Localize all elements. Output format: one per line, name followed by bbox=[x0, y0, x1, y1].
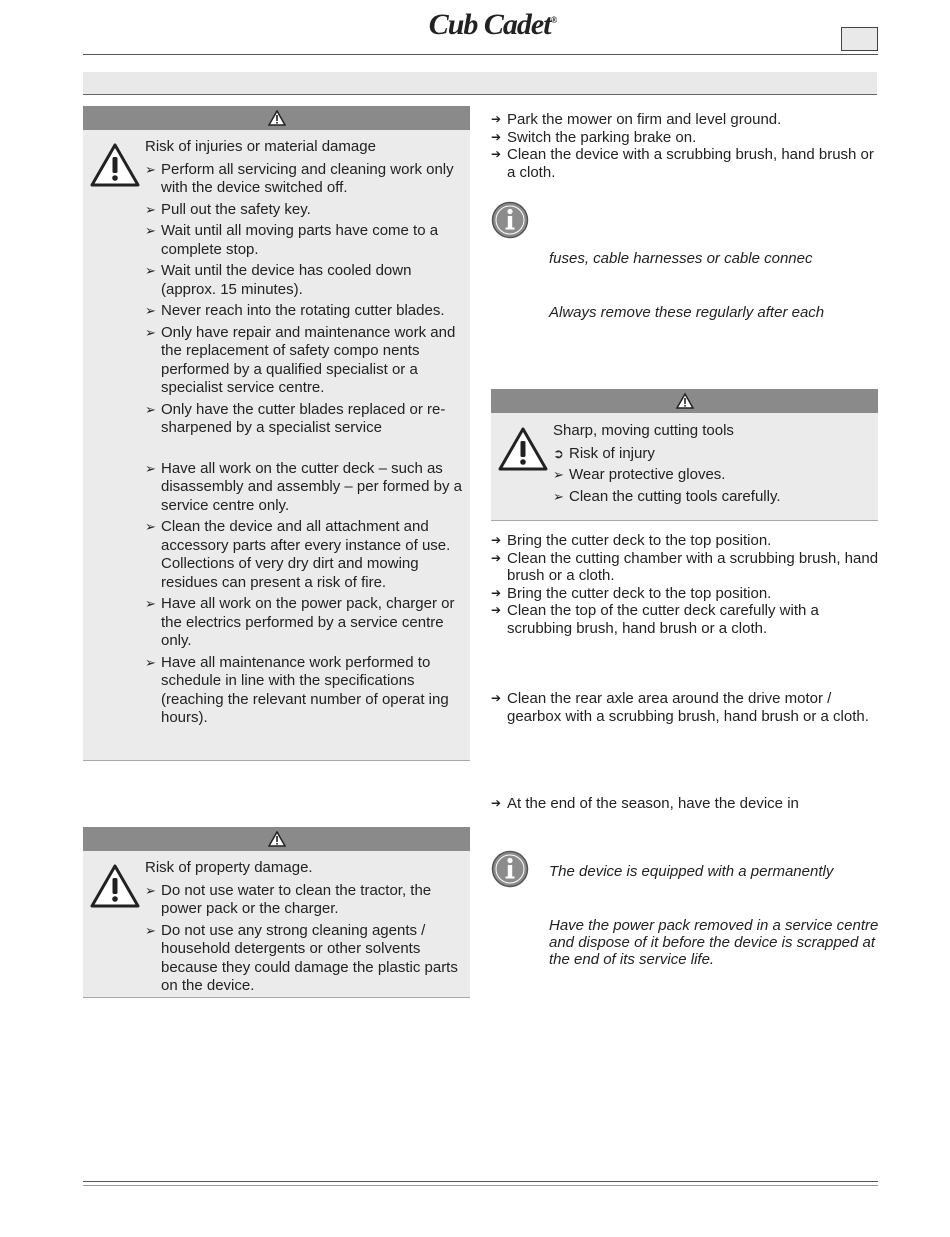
step-item: ➔ Bring the cutter deck to the top position. bbox=[491, 584, 772, 602]
chevron-bullet-icon: ➢ bbox=[145, 324, 156, 340]
arrow-right-icon: ➔ bbox=[491, 603, 502, 617]
chevron-bullet-icon: ➢ bbox=[145, 223, 156, 238]
footer-rule bbox=[83, 1181, 878, 1182]
warning-triangle-icon bbox=[676, 393, 694, 409]
warning-box-property bbox=[83, 827, 470, 998]
list-item: ➢ Clean the cutting tools carefully. bbox=[553, 487, 781, 505]
chevron-bullet-icon: ➢ bbox=[553, 488, 564, 504]
info-icon bbox=[491, 201, 529, 239]
warning-triangle-icon bbox=[268, 831, 286, 847]
steps-season-end bbox=[491, 795, 879, 813]
list-item: ➢ Clean the device and all attachment and accessory parts after every instance of use. Collections of very dry dirt and mowing residues can present a risk of fire. bbox=[145, 518, 451, 591]
step-item: ➔ Bring the cutter deck to the top position. bbox=[491, 532, 772, 549]
list-item: ➢ Wear protective gloves. bbox=[553, 466, 726, 483]
list-item: ➢ Pull out the safety key. bbox=[145, 200, 311, 218]
page-number-box bbox=[841, 27, 878, 51]
section-heading-band bbox=[83, 72, 877, 95]
chevron-bullet-icon: ➢ bbox=[145, 161, 156, 177]
steps-rear-axle bbox=[491, 690, 879, 725]
chevron-bullet-icon: ➢ bbox=[145, 654, 156, 670]
step-item: ➔ Clean the rear axle area around the drive motor / gearbox with a scrubbing brush, hand brush or a cloth. bbox=[491, 690, 869, 725]
warning-triangle-icon bbox=[268, 110, 286, 126]
info-icon bbox=[491, 850, 529, 888]
arrow-right-icon: ➔ bbox=[491, 533, 502, 547]
list-item: ➢ Wait until all moving parts have come to a complete stop. bbox=[145, 222, 439, 258]
list-item: ➢ Have all work on the cutter deck – such as disassembly and assembly – per formed by a service centre only. bbox=[145, 459, 462, 514]
step-item: ➔ Park the mower on firm and level ground. bbox=[491, 111, 782, 128]
chevron-bullet-icon: ➢ bbox=[145, 460, 156, 476]
spacer bbox=[145, 441, 464, 457]
list-item: ➢ Only have repair and maintenance work and the replacement of safety compo nents performed by a qualified specialist or a specialist service centre. bbox=[145, 323, 456, 396]
info-note-line: Always remove these regularly after each bbox=[549, 304, 825, 321]
chevron-bullet-icon: ➢ bbox=[145, 401, 156, 417]
list-item: ➢ Do not use water to clean the tractor, the power pack or the charger. bbox=[145, 881, 432, 917]
list-item: ➢ Wait until the device has cooled down (approx. 15 minutes). bbox=[145, 262, 412, 298]
warning-lead: Risk of property damage. bbox=[145, 859, 313, 876]
step-item: ➔ Clean the device with a scrubbing brush, hand brush or a cloth. bbox=[491, 146, 874, 181]
chevron-bullet-icon: ➢ bbox=[145, 303, 156, 318]
steps-preparation bbox=[491, 111, 879, 181]
list-item: ➢ Have all work on the power pack, charger or the electrics performed by a service centre only. bbox=[145, 595, 455, 649]
warning-content bbox=[145, 859, 464, 999]
footer-rule bbox=[83, 1185, 878, 1186]
step-item: ➔ Switch the parking brake on. bbox=[491, 128, 697, 146]
info-note-line: The device is equipped with a permanently bbox=[549, 863, 834, 880]
warning-triangle-icon bbox=[497, 426, 549, 472]
chevron-bullet-icon: ➢ bbox=[553, 467, 564, 482]
list-item: ➢ Have all maintenance work performed to schedule in line with the specifications (reaching the relevant number of operat ing hours). bbox=[145, 653, 449, 726]
brand-logo: Cub Cadet® bbox=[428, 8, 557, 41]
warning-box-injury bbox=[83, 106, 470, 761]
arrow-right-icon: ➔ bbox=[491, 796, 502, 810]
arrow-right-icon: ➔ bbox=[491, 585, 502, 600]
warning-content bbox=[145, 138, 464, 731]
info-note-paragraph: Have the power pack removed in a service centre and dispose of it before the device is scrapped at the end of its service life. bbox=[549, 917, 879, 968]
arrow-right-icon: ➔ bbox=[491, 691, 502, 705]
step-item: ➔ At the end of the season, have the device in bbox=[491, 795, 799, 812]
consequence-arrow-icon: ➲ bbox=[553, 445, 564, 461]
warning-content bbox=[553, 422, 872, 509]
chevron-bullet-icon: ➢ bbox=[145, 519, 156, 534]
arrow-right-icon: ➔ bbox=[491, 112, 502, 126]
list-item: ➢ Only have the cutter blades replaced or re-sharpened by a specialist service bbox=[145, 400, 446, 436]
arrow-right-icon: ➔ bbox=[491, 129, 502, 144]
chevron-bullet-icon: ➢ bbox=[145, 263, 156, 278]
list-item: ➲ Risk of injury bbox=[553, 444, 655, 462]
info-note-line: fuses, cable harnesses or cable connec bbox=[549, 250, 813, 267]
warning-triangle-icon bbox=[89, 863, 141, 909]
arrow-right-icon: ➔ bbox=[491, 147, 502, 161]
warning-bar bbox=[83, 827, 470, 851]
warning-lead: Risk of injuries or material damage bbox=[145, 138, 376, 155]
arrow-right-icon: ➔ bbox=[491, 550, 502, 565]
chevron-bullet-icon: ➢ bbox=[145, 882, 156, 898]
warning-lead: Sharp, moving cutting tools bbox=[553, 422, 734, 439]
chevron-bullet-icon: ➢ bbox=[145, 922, 156, 938]
step-item: ➔ Clean the cutting chamber with a scrubbing brush, hand brush or a cloth. bbox=[491, 549, 879, 584]
steps-cutter-deck bbox=[491, 532, 879, 637]
warning-bar bbox=[83, 106, 470, 130]
warning-box-cutting-tools bbox=[491, 389, 878, 521]
step-item: ➔ Clean the top of the cutter deck carefully with a scrubbing brush, hand brush or a cloth. bbox=[491, 602, 819, 637]
header-rule bbox=[83, 54, 878, 55]
chevron-bullet-icon: ➢ bbox=[145, 596, 156, 611]
chevron-bullet-icon: ➢ bbox=[145, 201, 156, 217]
list-item: ➢ Do not use any strong cleaning agents / household detergents or other solvents because they could damage the plastic parts on the device. bbox=[145, 921, 458, 994]
list-item: ➢ Perform all servicing and cleaning work only with the device switched off. bbox=[145, 160, 454, 196]
list-item: ➢ Never reach into the rotating cutter blades. bbox=[145, 302, 445, 319]
warning-bar bbox=[491, 389, 878, 413]
warning-triangle-icon bbox=[89, 142, 141, 188]
